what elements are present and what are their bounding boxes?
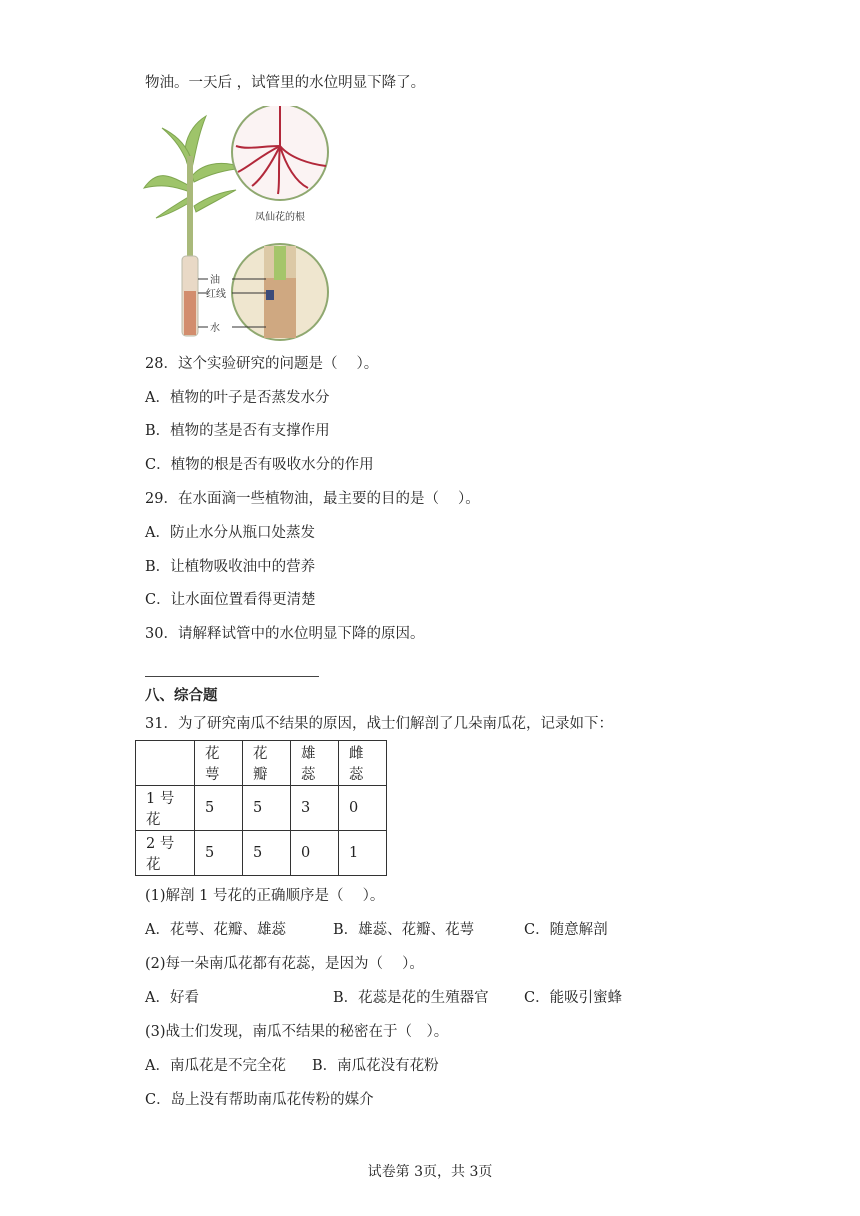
q29-option-a: A．防止水分从瓶口处蒸发 bbox=[145, 525, 315, 541]
q31-sub1-option-b: B．雄蕊、花瓣、花萼 bbox=[333, 922, 475, 938]
table-cell: 1 号花 bbox=[136, 786, 195, 831]
q28-stem: 28．这个实验研究的问题是（ ）。 bbox=[145, 356, 379, 372]
page-footer: 试卷第 3页，共 3页 bbox=[367, 1164, 493, 1180]
q31-sub3-option-a: A．南瓜花是不完全花 bbox=[145, 1058, 286, 1074]
table-header-row bbox=[136, 741, 387, 786]
plant-leaves-icon bbox=[144, 116, 244, 218]
table-header-cell bbox=[136, 741, 195, 786]
answer-line[interactable] bbox=[145, 676, 319, 677]
q31-sub3-option-c: C．岛上没有帮助南瓜花传粉的媒介 bbox=[145, 1092, 374, 1108]
table-row bbox=[136, 786, 387, 831]
q29-stem: 29．在水面滴一些植物油，最主要的目的是（ ）。 bbox=[145, 491, 480, 507]
red-line-label: 红线 bbox=[206, 289, 226, 300]
table-cell: 2 号花 bbox=[136, 831, 195, 876]
table-cell: 5 bbox=[195, 831, 243, 876]
table-header-cell: 雄蕊 bbox=[291, 741, 339, 786]
table-cell: 0 bbox=[291, 831, 339, 876]
table-cell: 5 bbox=[195, 786, 243, 831]
section-title: 八、综合题 bbox=[145, 687, 218, 704]
water-label: 水 bbox=[210, 323, 220, 334]
table-cell: 5 bbox=[243, 786, 291, 831]
root-caption: 凤仙花的根 bbox=[255, 212, 305, 223]
table-row bbox=[136, 831, 387, 876]
table-cell: 3 bbox=[291, 786, 339, 831]
table-cell: 0 bbox=[339, 786, 387, 831]
q28-option-b: B．植物的茎是否有支撑作用 bbox=[145, 423, 330, 439]
q31-sub2-option-c: C．能吸引蜜蜂 bbox=[524, 990, 623, 1006]
q31-sub2-stem: (2)每一朵南瓜花都有花蕊，是因为（ ）。 bbox=[145, 956, 424, 972]
q31-sub1-stem: (1)解剖 1 号花的正确顺序是（ ）。 bbox=[145, 888, 385, 904]
table-header-cell: 雌蕊 bbox=[339, 741, 387, 786]
plant-root-illustration bbox=[140, 106, 340, 344]
q29-option-b: B．让植物吸收油中的营养 bbox=[145, 559, 316, 575]
q31-sub2-option-b: B．花蕊是花的生殖器官 bbox=[333, 990, 489, 1006]
q31-sub1-option-a: A．花萼、花瓣、雄蕊 bbox=[145, 922, 286, 938]
experiment-figure bbox=[140, 106, 340, 344]
q31-stem: 31．为了研究南瓜不结果的原因，战士们解剖了几朵南瓜花，记录如下： bbox=[145, 716, 613, 732]
q30-stem: 30．请解释试管中的水位明显下降的原因。 bbox=[145, 626, 425, 642]
q31-sub1-option-c: C．随意解剖 bbox=[524, 922, 608, 938]
table-header-cell: 花萼 bbox=[195, 741, 243, 786]
q31-sub2-option-a: A．好看 bbox=[145, 990, 199, 1006]
oil-label: 油 bbox=[210, 275, 220, 286]
q28-option-c: C．植物的根是否有吸收水分的作用 bbox=[145, 457, 374, 473]
table-cell: 1 bbox=[339, 831, 387, 876]
q31-sub3-stem: (3)战士们发现，南瓜不结果的秘密在于（ ）。 bbox=[145, 1024, 449, 1040]
intro-text: 物油。一天后 ，试管里的水位明显下降了。 bbox=[145, 75, 426, 91]
q31-sub3-option-b: B．南瓜花没有花粉 bbox=[312, 1058, 439, 1074]
table-cell: 5 bbox=[243, 831, 291, 876]
q29-option-c: C．让水面位置看得更清楚 bbox=[145, 592, 316, 608]
table-header-cell: 花瓣 bbox=[243, 741, 291, 786]
flower-record-table bbox=[135, 740, 387, 876]
q28-option-a: A．植物的叶子是否蒸发水分 bbox=[145, 390, 330, 406]
